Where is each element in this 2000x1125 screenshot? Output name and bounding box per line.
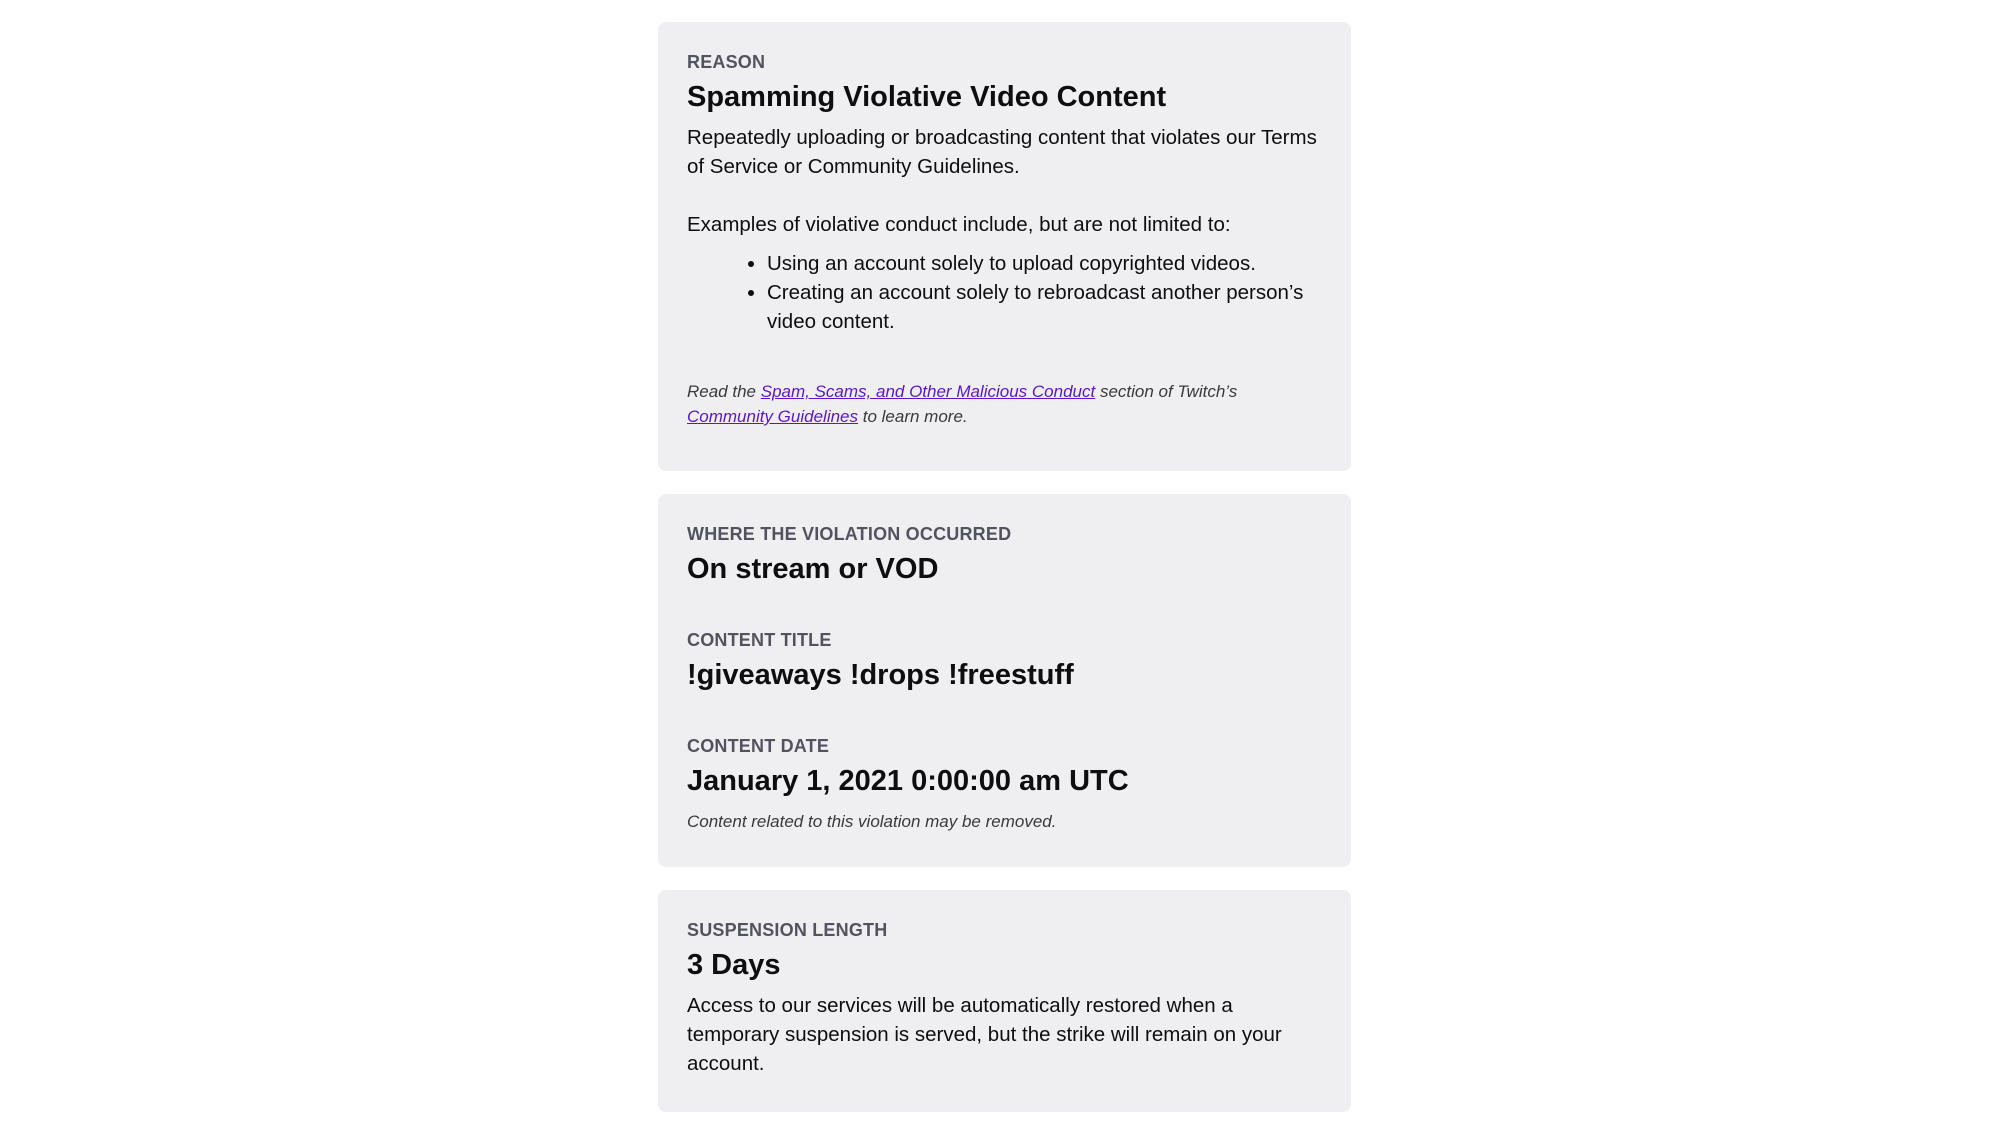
guidelines-note	[687, 379, 1322, 429]
community-guidelines-link[interactable]: Community Guidelines	[687, 407, 859, 426]
suspension-card	[658, 890, 1351, 1112]
note-mid: section of Twitch’s	[1095, 382, 1238, 401]
suspension-value: 3 Days	[687, 949, 781, 981]
note-suffix: to learn more.	[858, 407, 968, 426]
reason-description: Repeatedly uploading or broadcasting content that violates our Terms of Service or Community Guidelines.	[687, 126, 1317, 178]
removal-note: Content related to this violation may be removed.	[687, 812, 1057, 831]
violation-location-card	[658, 494, 1351, 867]
reason-title: Spamming Violative Video Content	[687, 81, 1167, 113]
suspension-label: SUSPENSION LENGTH	[687, 920, 888, 940]
reason-label: REASON	[687, 52, 766, 72]
suspension-description: Access to our services will be automatically restored when a temporary suspension is served, but the strike will remain on your account.	[687, 994, 1282, 1075]
example-item: • Using an account solely to upload copyrighted videos.	[767, 249, 1322, 278]
content-date-field	[687, 735, 1322, 799]
where-value: On stream or VOD	[687, 553, 939, 585]
content-title-field	[687, 629, 1322, 693]
content-title-value: !giveaways !drops !freestuff	[687, 659, 1074, 691]
note-prefix: Read the	[687, 382, 761, 401]
where-field	[687, 523, 1322, 587]
reason-card	[658, 22, 1351, 471]
content-date-value: January 1, 2021 0:00:00 am UTC	[687, 765, 1129, 797]
content-date-label: CONTENT DATE	[687, 736, 830, 756]
spam-scams-link[interactable]: Spam, Scams, and Other Malicious Conduct	[760, 382, 1096, 401]
where-label: WHERE THE VIOLATION OCCURRED	[687, 524, 1012, 544]
examples-list	[687, 249, 1322, 336]
violation-details-column	[658, 22, 1351, 1112]
examples-intro: Examples of violative conduct include, but are not limited to:	[687, 213, 1231, 236]
content-title-label: CONTENT TITLE	[687, 630, 832, 650]
example-item: • Creating an account solely to rebroadcast another person’s video content.	[767, 278, 1322, 336]
